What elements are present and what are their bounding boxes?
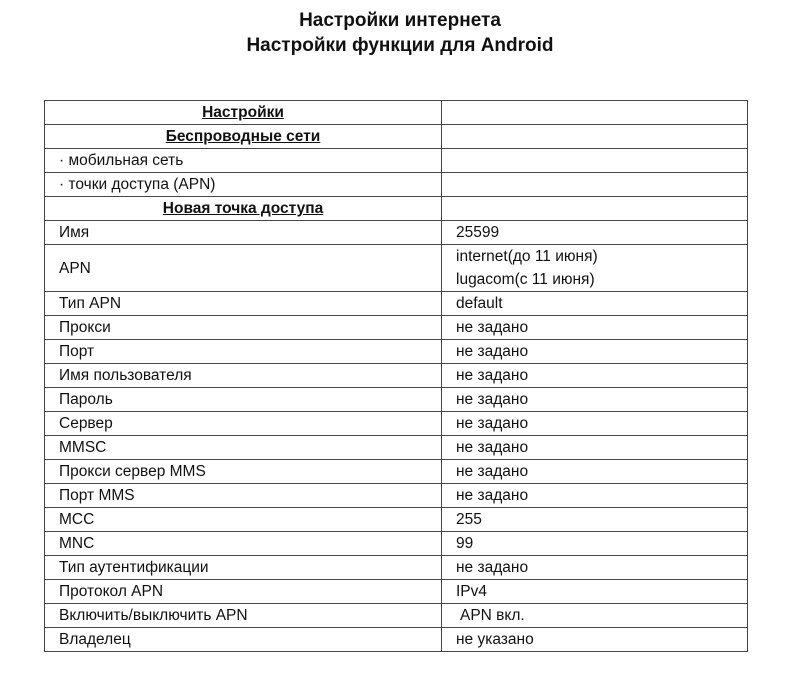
table-row-mobile-network — [45, 149, 748, 173]
row-label-port: Порт — [45, 340, 442, 364]
row-value-owner: не указано — [442, 628, 748, 652]
row-value-password: не задано — [442, 388, 748, 412]
table-row — [45, 556, 748, 580]
table-row — [45, 388, 748, 412]
row-value-proxy: не задано — [442, 316, 748, 340]
apn-value-line-2: lugacom(с 11 июня) — [456, 271, 595, 288]
row-label-apn: APN — [45, 245, 442, 292]
row-value-username: не задано — [442, 364, 748, 388]
row-label-auth-type: Тип аутентификации — [45, 556, 442, 580]
row-value-mcc: 255 — [442, 508, 748, 532]
row-label-apn-toggle: Включить/выключить APN — [45, 604, 442, 628]
table-row — [45, 604, 748, 628]
row-label-proxy: Прокси — [45, 316, 442, 340]
table-row — [45, 628, 748, 652]
row-value-mms-port: не задано — [442, 484, 748, 508]
page-header — [0, 8, 800, 58]
table-row — [45, 580, 748, 604]
section-heading-settings: Настройки — [45, 101, 442, 125]
row-label-server: Сервер — [45, 412, 442, 436]
row-value-port: не задано — [442, 340, 748, 364]
table-row — [45, 532, 748, 556]
empty-cell — [442, 125, 748, 149]
row-value-auth-type: не задано — [442, 556, 748, 580]
apn-value-line-1: internet(до 11 июня) — [456, 248, 598, 265]
table-row — [45, 316, 748, 340]
table-row — [45, 508, 748, 532]
row-label-password: Пароль — [45, 388, 442, 412]
row-label-mms-proxy: Прокси сервер MMS — [45, 460, 442, 484]
empty-cell — [442, 197, 748, 221]
row-value-apn — [442, 245, 748, 292]
row-label-apn-type: Тип APN — [45, 292, 442, 316]
row-value-mmsc: не задано — [442, 436, 748, 460]
row-value-mnc: 99 — [442, 532, 748, 556]
menu-path-mobile-network: · мобильная сеть — [45, 149, 442, 173]
row-label-name: Имя — [45, 221, 442, 245]
table-row-settings-header — [45, 101, 748, 125]
table-row — [45, 364, 748, 388]
table-row — [45, 484, 748, 508]
table-row — [45, 221, 748, 245]
row-label-mmsc: MMSC — [45, 436, 442, 460]
table-row — [45, 460, 748, 484]
row-label-owner: Владелец — [45, 628, 442, 652]
table-row — [45, 412, 748, 436]
settings-table — [44, 100, 748, 652]
row-label-apn-protocol: Протокол APN — [45, 580, 442, 604]
table-row — [45, 292, 748, 316]
row-value-name: 25599 — [442, 221, 748, 245]
empty-cell — [442, 101, 748, 125]
table-row-access-points — [45, 173, 748, 197]
table-row — [45, 245, 748, 292]
empty-cell — [442, 149, 748, 173]
row-value-server: не задано — [442, 412, 748, 436]
apn-toggle-value: APN вкл. — [460, 607, 525, 624]
row-value-apn-type: default — [442, 292, 748, 316]
row-label-mnc: MNC — [45, 532, 442, 556]
menu-path-access-points: · точки доступа (APN) — [45, 173, 442, 197]
section-heading-wireless: Беспроводные сети — [45, 125, 442, 149]
row-label-mcc: MCC — [45, 508, 442, 532]
row-value-mms-proxy: не задано — [442, 460, 748, 484]
table-row — [45, 436, 748, 460]
row-label-mms-port: Порт MMS — [45, 484, 442, 508]
table-row — [45, 340, 748, 364]
row-value-apn-toggle — [442, 604, 748, 628]
empty-cell — [442, 173, 748, 197]
section-heading-new-apn: Новая точка доступа — [45, 197, 442, 221]
table-row-wireless-header — [45, 125, 748, 149]
table-row-new-apn-header — [45, 197, 748, 221]
page-title: Настройки интернета — [299, 10, 501, 31]
row-label-username: Имя пользователя — [45, 364, 442, 388]
row-value-apn-protocol: IPv4 — [442, 580, 748, 604]
page-subtitle: Настройки функции для Android — [246, 35, 554, 56]
